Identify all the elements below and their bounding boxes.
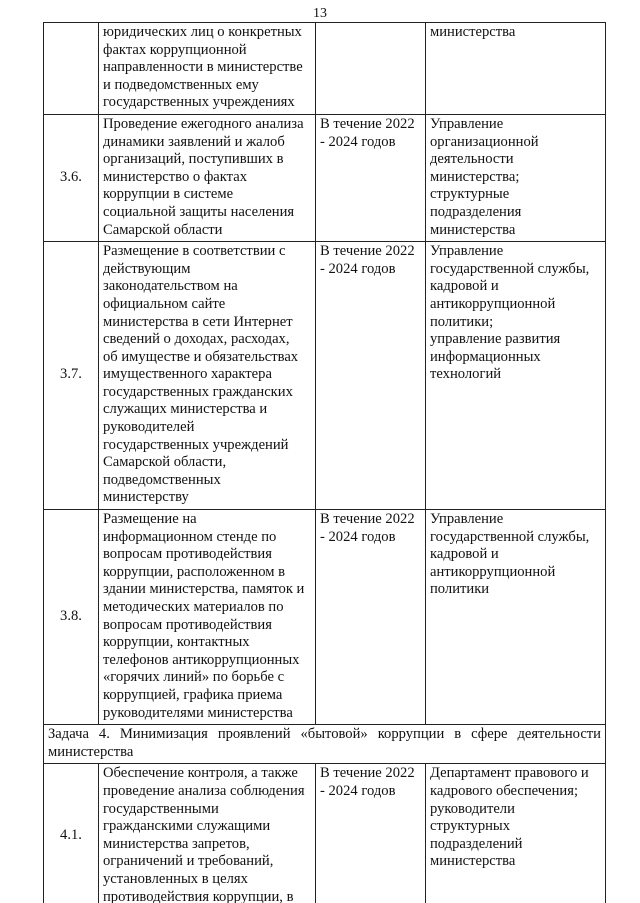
action-line: организаций, поступивших в xyxy=(103,151,284,168)
action-line: государственными xyxy=(103,800,219,817)
page-number: 13 xyxy=(313,6,327,21)
responsible-line: Управление xyxy=(430,243,504,260)
measures-table xyxy=(43,22,606,903)
responsible-cell xyxy=(426,510,606,725)
term-cell xyxy=(316,114,426,241)
action-line: служащих министерства и xyxy=(103,401,268,418)
action-line: официальном сайте xyxy=(103,295,226,312)
responsible-line: организационной xyxy=(430,133,539,150)
action-line: вопросам противодействия xyxy=(103,616,272,633)
term-line: В течение 2022 xyxy=(320,243,415,260)
action-cell xyxy=(99,510,316,725)
term-cell xyxy=(316,242,426,510)
action-line: и подведомственных ему xyxy=(103,76,259,93)
responsible-line: Управление xyxy=(430,115,504,132)
action-line: фактах коррупционной xyxy=(103,41,247,58)
action-line: коррупции, контактных xyxy=(103,634,250,651)
task-heading: Задача 4. Минимизация проявлений «бытовой» коррупции в сфере деятельности министерства xyxy=(44,725,606,764)
table-row xyxy=(44,242,606,510)
term-cell xyxy=(316,510,426,725)
action-line: государственных учреждениях xyxy=(103,94,295,111)
action-cell xyxy=(99,764,316,903)
responsible-line: информационных xyxy=(430,348,541,365)
action-line: коррупции в системе xyxy=(103,186,234,203)
term-line: - 2024 годов xyxy=(320,782,396,799)
term-line: В течение 2022 xyxy=(320,765,415,782)
term-line: - 2024 годов xyxy=(320,528,396,545)
term-cell xyxy=(316,23,426,115)
responsible-line: Департамент правового и xyxy=(430,765,589,782)
action-line: здании министерства, памяток и xyxy=(103,581,305,598)
action-line: об имуществе и обязательствах xyxy=(103,348,299,365)
item-number: 4.1. xyxy=(44,764,99,903)
term-line: В течение 2022 xyxy=(320,511,415,528)
responsible-line: министерства xyxy=(430,853,516,870)
action-line: коррупцией, графика приема xyxy=(103,686,283,703)
item-number: 3.6. xyxy=(44,114,99,241)
item-number xyxy=(44,23,99,115)
responsible-line: кадровой и xyxy=(430,546,499,563)
action-line: «горячих линий» по борьбе с xyxy=(103,669,285,686)
action-line: гражданскими служащими xyxy=(103,818,271,835)
responsible-cell xyxy=(426,764,606,903)
responsible-cell xyxy=(426,23,606,115)
responsible-line: структурные xyxy=(430,186,510,203)
responsible-line: политики xyxy=(430,581,490,598)
action-line: руководителей xyxy=(103,419,195,436)
responsible-line: структурных xyxy=(430,818,511,835)
action-line: Самарской области xyxy=(103,221,223,238)
action-line: вопросам противодействия xyxy=(103,546,272,563)
responsible-line: министерства xyxy=(430,221,516,238)
action-line: информационном стенде по xyxy=(103,528,277,545)
term-line: - 2024 годов xyxy=(320,133,396,150)
action-line: Размещение в соответствии с xyxy=(103,243,286,260)
action-line: телефонов антикоррупционных xyxy=(103,651,300,668)
responsible-line: министерства; xyxy=(430,168,520,185)
table-row xyxy=(44,114,606,241)
responsible-line: политики; xyxy=(430,313,494,330)
action-line: государственных учреждений xyxy=(103,436,289,453)
action-line: юридических лиц о конкретных xyxy=(103,24,302,40)
action-line: государственных гражданских xyxy=(103,383,293,400)
action-cell xyxy=(99,23,316,115)
responsible-line: государственной службы, xyxy=(430,528,590,545)
responsible-line: антикоррупционной xyxy=(430,295,556,312)
responsible-line: подразделений xyxy=(430,835,523,852)
responsible-line: министерства xyxy=(430,24,516,40)
responsible-line: кадровой и xyxy=(430,278,499,295)
table-row xyxy=(44,764,606,903)
action-line: методических материалов по xyxy=(103,599,284,615)
action-line: противодействия коррупции, в xyxy=(103,888,294,903)
action-line: министерство о фактах xyxy=(103,168,247,185)
table-row xyxy=(44,510,606,725)
term-line: В течение 2022 xyxy=(320,115,415,132)
responsible-line: Управление xyxy=(430,511,504,528)
task-heading-row xyxy=(44,725,606,764)
responsible-line: руководители xyxy=(430,800,515,817)
responsible-line: кадрового обеспечения; xyxy=(430,782,578,799)
responsible-cell xyxy=(426,242,606,510)
item-number: 3.7. xyxy=(44,242,99,510)
term-cell xyxy=(316,764,426,903)
action-line: проведение анализа соблюдения xyxy=(103,782,305,799)
action-cell xyxy=(99,114,316,241)
action-line: Обеспечение контроля, а также xyxy=(103,765,298,782)
action-line: министерства запретов, xyxy=(103,835,250,852)
action-line: Размещение на xyxy=(103,511,197,528)
action-line: министерству xyxy=(103,489,189,506)
responsible-line: технологий xyxy=(430,366,502,383)
action-line: направленности в министерстве xyxy=(103,59,303,76)
action-line: руководителями министерства xyxy=(103,704,293,721)
action-line: Самарской области, xyxy=(103,454,227,471)
action-line: сведений о доходах, расходах, xyxy=(103,331,290,348)
responsible-line: управление развития xyxy=(430,331,561,348)
table-row xyxy=(44,23,606,115)
action-line: законодательством на xyxy=(103,278,238,295)
action-line: установленных в целях xyxy=(103,870,248,887)
term-line: - 2024 годов xyxy=(320,260,396,277)
action-line: подведомственных xyxy=(103,471,221,488)
action-line: действующим xyxy=(103,260,191,277)
action-line: динамики заявлений и жалоб xyxy=(103,133,285,150)
action-line: имущественного характера xyxy=(103,366,272,383)
action-line: министерства в сети Интернет xyxy=(103,313,293,330)
action-line: коррупции, расположенном в xyxy=(103,563,286,580)
action-line: Проведение ежегодного анализа xyxy=(103,115,304,132)
item-number: 3.8. xyxy=(44,510,99,725)
action-line: социальной защиты населения xyxy=(103,203,295,220)
responsible-line: государственной службы, xyxy=(430,260,590,277)
responsible-line: антикоррупционной xyxy=(430,563,556,580)
action-cell xyxy=(99,242,316,510)
responsible-cell xyxy=(426,114,606,241)
responsible-line: подразделения xyxy=(430,203,522,220)
action-line: ограничений и требований, xyxy=(103,853,274,870)
responsible-line: деятельности xyxy=(430,151,514,168)
